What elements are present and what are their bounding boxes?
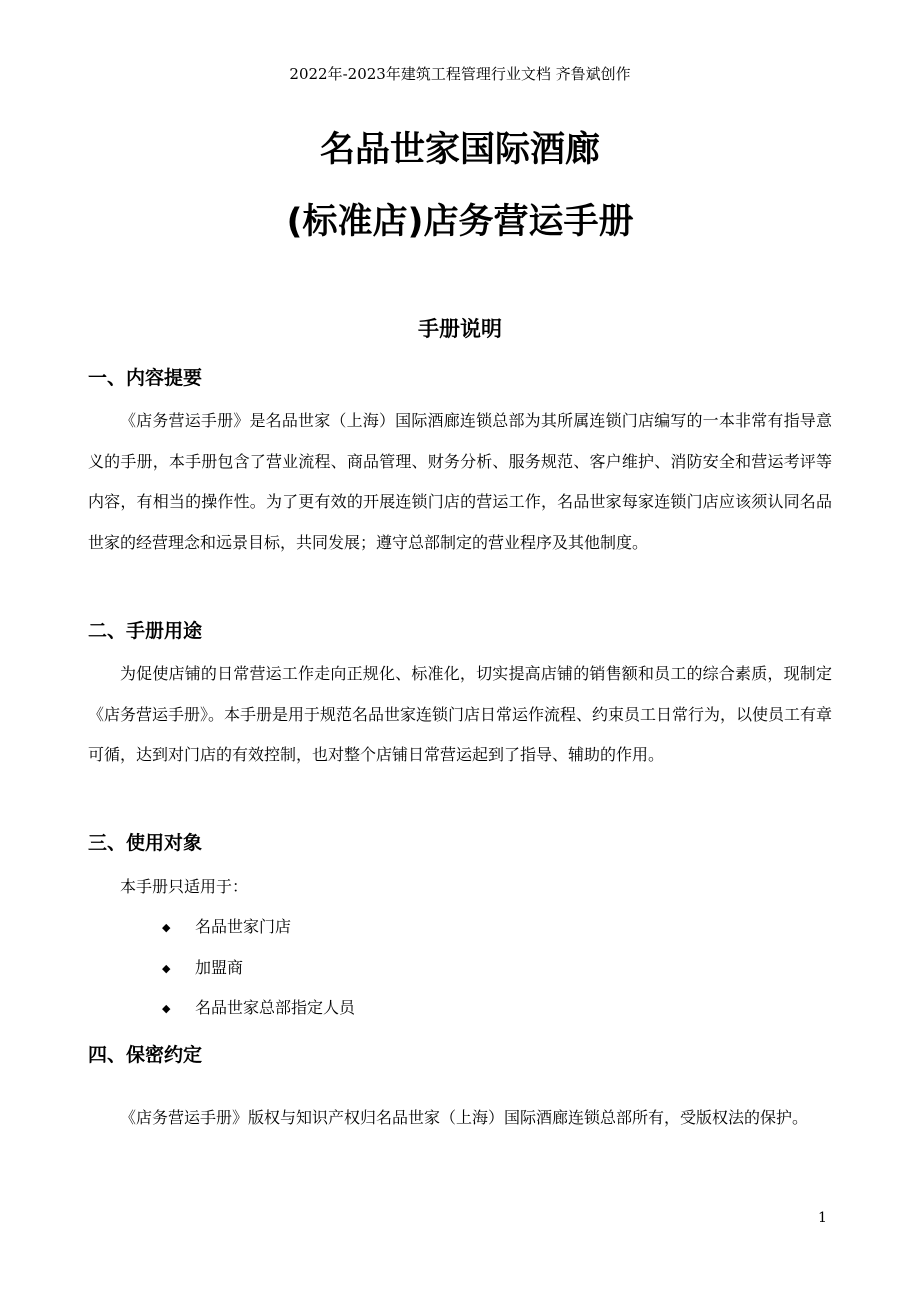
section-heading-purpose: 二、手册用途: [88, 620, 203, 642]
section-subtitle: 手册说明: [418, 317, 502, 341]
bullet-diamond-icon: ◆: [162, 1002, 171, 1015]
audience-intro: 本手册只适用于：: [120, 877, 249, 896]
section-paragraph-purpose: 为促使店铺的日常营运工作走向正规化、标准化，切实提高店铺的销售额和员工的综合素质，现制定《店务营运手册》。本手册是用于规范名品世家连锁门店日常运作流程、约束员工日常行为，以使员工有章可循，达到对门店的有效控制，也对整个店铺日常营运起到了指导、辅助的作用。: [88, 664, 833, 764]
bullet-item-label: 名品世家总部指定人员: [195, 998, 356, 1017]
page-header: 2022年-2023年建筑工程管理行业文档 齐鲁斌创作: [289, 65, 631, 83]
section-heading-confidentiality: 四、保密约定: [88, 1044, 203, 1066]
section-heading-summary: 一、内容提要: [88, 367, 203, 389]
section-paragraph-summary: 《店务营运手册》是名品世家（上海）国际酒廊连锁总部为其所属连锁门店编写的一本非常有指导意义的手册，本手册包含了营业流程、商品管理、财务分析、服务规范、客户维护、消防安全和营运考评等内容，有相当的操作性。为了更有效的开展连锁门店的营运工作，名品世家每家连锁门店应该须认同名品世家的经营理念和远景目标，共同发展；遵守总部制定的营业程序及其他制度。: [88, 411, 832, 552]
bullet-diamond-icon: ◆: [162, 962, 171, 975]
bullet-item: [162, 915, 291, 940]
document-title-line1: 名品世家国际酒廊: [319, 130, 600, 170]
section-heading-audience: 三、使用对象: [88, 832, 203, 854]
document-title-line2: (标准店)店务营运手册: [286, 202, 634, 242]
bullet-diamond-icon: ◆: [162, 921, 171, 934]
section-paragraph-confidentiality: 《店务营运手册》版权与知识产权归名品世家（上海）国际酒廊连锁总部所有，受版权法的保护。: [120, 1108, 809, 1127]
bullet-item-label: 加盟商: [195, 958, 244, 977]
page-number: 1: [818, 1210, 827, 1226]
bullet-item: [162, 996, 355, 1021]
bullet-item-label: 名品世家门店: [195, 917, 292, 936]
bullet-item: [162, 956, 243, 981]
